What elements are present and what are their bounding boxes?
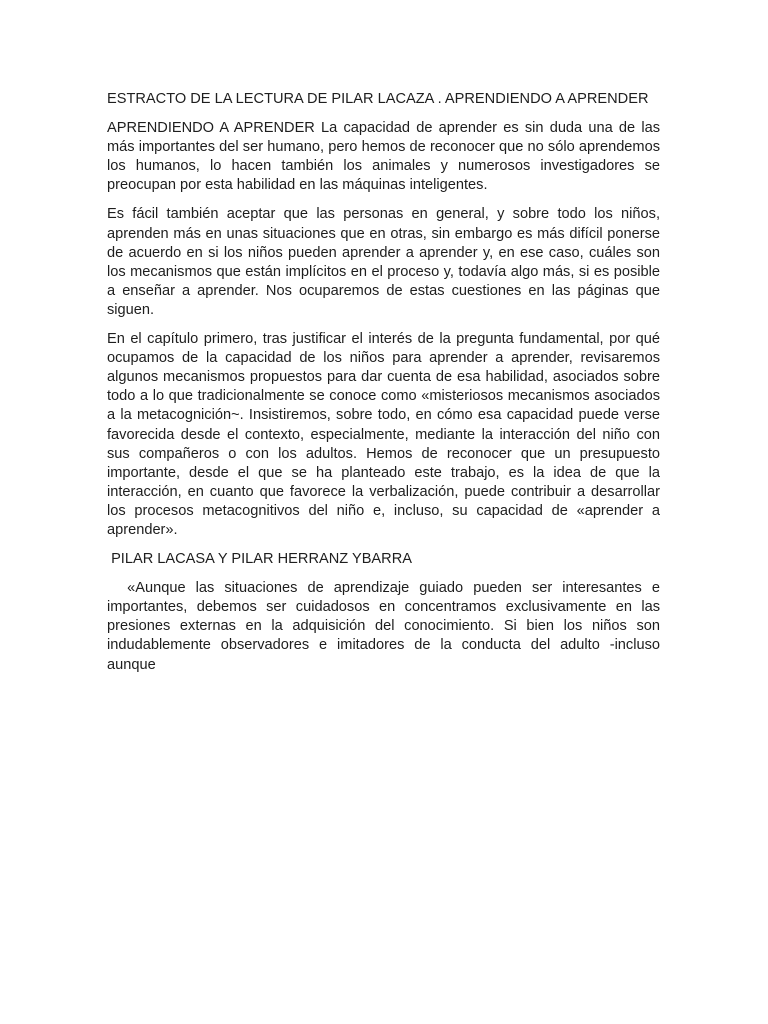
paragraph-intro: APRENDIENDO A APRENDER La capacidad de aprender es sin duda una de las más importantes del ser humano, pero hemos de reconocer que no sólo aprendemos los humanos, lo hacen también los animales y numerosos investigadores se preocupan por esta habilidad en las máquinas inteligentes.: [107, 120, 660, 194]
paragraph-third: En el capítulo primero, tras justificar el interés de la pregunta fundamental, por qué ocupamos de la capacidad de los niños para aprender a aprender, revisaremos algunos mecanismos propuestos para dar cuenta de esa habilidad, asociados sobre todo a lo que tradicionalmente se conoce como «misteriosos mecanismos asociados a la metacognición~. Insistiremos, sobre todo, en cómo esa capacidad puede verse favorecida desde el contexto, especialmente, mediante la interacción del niño con sus compañeros o con los adultos. Hemos de reconocer que un presupuesto importante, desde el que se ha planteado este trabajo, es la idea de que la interacción, en cuanto que favorece la verbalización, puede contribuir a desarrollar los procesos metacognitivos del niño e, incluso, su capacidad de «aprender a aprender».: [107, 331, 660, 538]
quote-indent: [107, 580, 127, 596]
document-page: [107, 90, 660, 685]
quote-text: «Aunque las situaciones de aprendizaje guiado pueden ser interesantes e importantes, debemos ser cuidadosos en concentramos exclusivamente en las presiones externas en la adquisición del conocimiento. Si bien los niños son indudablemente observadores e imitadores de la conducta del adulto -incluso aunque: [107, 580, 661, 673]
author-heading: [107, 550, 660, 569]
author-heading-text: PILAR LACASA Y PILAR HERRANZ YBARRA: [111, 551, 412, 568]
quote-paragraph: [107, 579, 660, 674]
document-title: ESTRACTO DE LA LECTURA DE PILAR LACAZA . APRENDIENDO A APRENDER: [107, 91, 649, 107]
paragraph-second: Es fácil también aceptar que las personas en general, y sobre todo los niños, aprenden más en unas situaciones que en otras, sin embargo es más difícil ponerse de acuerdo en si los niños pueden aprender a aprender y, en ese caso, cuáles son los mecanismos que están implícitos en el proceso y, todavía algo más, si es posible a enseñar a aprender. Nos ocuparemos de estas cuestiones en las páginas que siguen.: [107, 206, 660, 318]
